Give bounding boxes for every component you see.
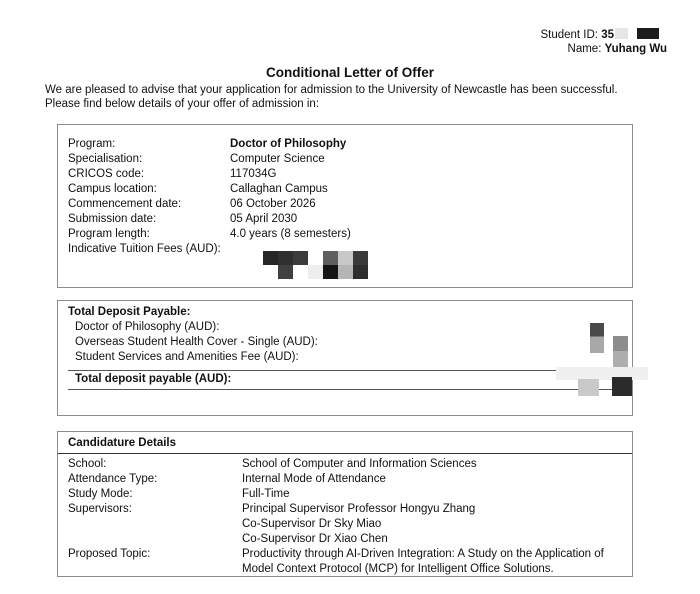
candidature-row-proposed-topic	[58, 547, 632, 577]
candidature-row-supervisors	[58, 502, 632, 547]
redacted-deposit-value-block-2	[613, 336, 628, 367]
row-label: Specialisation:	[68, 153, 143, 165]
offer-row-length	[68, 227, 622, 242]
supervisor-principal: Principal Supervisor Professor Hongyu Zhang	[242, 503, 476, 515]
row-label: Campus location:	[68, 183, 157, 195]
intro-paragraph: We are pleased to advise that your application for admission to the University of Newcastle has been successful. Please find below details of your offer of admission in:	[45, 84, 618, 110]
name-value: Yuhang Wu	[604, 43, 667, 55]
row-value: 4.0 years (8 semesters)	[230, 228, 351, 240]
row-value: 06 October 2026	[230, 198, 316, 210]
student-id-value: 35	[601, 29, 614, 41]
page-title: Conditional Letter of Offer	[266, 65, 434, 80]
row-value: Full-Time	[242, 488, 290, 500]
deposit-total-label: Total deposit payable (AUD):	[68, 372, 622, 390]
offer-row-submission	[68, 212, 622, 227]
row-value: Internal Mode of Attendance	[242, 473, 386, 485]
row-label: School:	[68, 458, 107, 470]
redacted-total-black-block	[612, 377, 632, 396]
deposit-total-row	[68, 370, 622, 390]
row-label: CRICOS code:	[68, 168, 145, 180]
supervisor-co-1: Co-Supervisor Dr Sky Miao	[242, 518, 382, 530]
redacted-total-band	[556, 367, 648, 380]
student-id-line	[540, 28, 667, 42]
student-identity-block	[540, 28, 667, 56]
offer-row-specialisation	[68, 152, 622, 167]
candidature-box	[57, 431, 633, 577]
row-label: Submission date:	[68, 213, 157, 225]
row-label: Program length:	[68, 228, 150, 240]
offer-row-cricos	[68, 167, 622, 182]
row-value	[242, 502, 622, 547]
redacted-total-gray-block	[578, 379, 599, 396]
offer-row-program	[68, 137, 622, 152]
row-value: Doctor of Philosophy	[230, 138, 347, 150]
row-value: 05 April 2030	[230, 213, 298, 225]
row-value: Callaghan Campus	[230, 183, 328, 195]
supervisor-co-2: Co-Supervisor Dr Xiao Chen	[242, 533, 388, 545]
candidature-row-school	[58, 457, 632, 472]
offer-details-box	[57, 124, 633, 288]
candidature-row-attendance	[58, 472, 632, 487]
row-label: Supervisors:	[68, 503, 132, 515]
row-value: Productivity through AI-Driven Integration: A Study on the Application of Model Context Protocol (MCP) for Intelligent Office Solutions.	[242, 548, 604, 575]
offer-row-commencement	[68, 197, 622, 212]
candidature-row-study-mode	[58, 487, 632, 502]
deposit-item-oshc: Overseas Student Health Cover - Single (AUD):	[75, 336, 318, 348]
redacted-student-id-block	[637, 28, 659, 39]
row-value: Computer Science	[230, 153, 325, 165]
row-label: Proposed Topic:	[68, 548, 151, 560]
name-label: Name:	[567, 43, 605, 55]
deposit-box	[57, 300, 633, 416]
offer-row-tuition-fees	[68, 242, 622, 257]
deposit-item-ssaf: Student Services and Amenities Fee (AUD):	[75, 351, 299, 363]
redacted-deposit-value-block-1	[590, 323, 604, 353]
row-label: Study Mode:	[68, 488, 133, 500]
student-name-line	[540, 42, 667, 56]
row-label: Program:	[68, 138, 116, 150]
row-label: Commencement date:	[68, 198, 182, 210]
row-value: 117034G	[230, 168, 277, 180]
offer-row-campus	[68, 182, 622, 197]
student-id-label: Student ID:	[540, 29, 602, 41]
candidature-heading: Candidature Details	[58, 436, 632, 454]
row-value: School of Computer and Information Sciences	[242, 458, 477, 470]
deposit-heading: Total Deposit Payable:	[68, 306, 191, 318]
redacted-student-id-smudge	[615, 28, 628, 39]
redacted-tuition-fees-mosaic	[263, 251, 278, 265]
deposit-item-phd: Doctor of Philosophy (AUD):	[75, 321, 220, 333]
row-label: Attendance Type:	[68, 473, 158, 485]
row-label: Indicative Tuition Fees (AUD):	[68, 243, 221, 255]
